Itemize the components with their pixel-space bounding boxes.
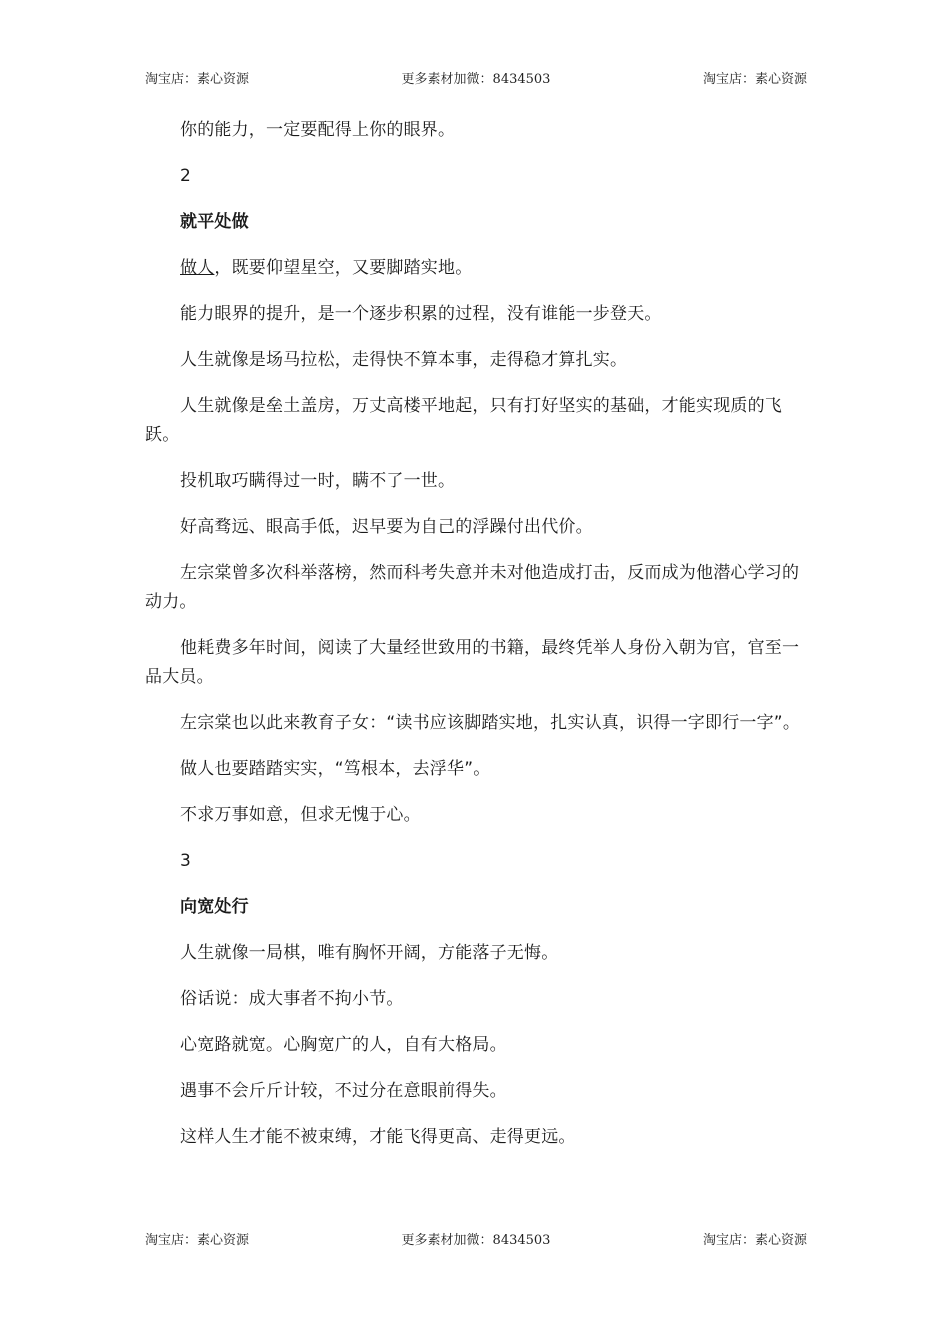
paragraph: 他耗费多年时间，阅读了大量经世致用的书籍，最终凭举人身份入朝为官，官至一品大员。 bbox=[145, 638, 800, 687]
paragraph: 人生就像一局棋，唯有胸怀开阔，方能落子无悔。 bbox=[180, 943, 559, 963]
paragraph: 俗话说：成大事者不拘小节。 bbox=[180, 989, 404, 1009]
section-heading: 向宽处行 bbox=[180, 897, 249, 917]
paragraph: 你的能力，一定要配得上你的眼界。 bbox=[180, 120, 456, 140]
underlined-word: 做人 bbox=[180, 258, 215, 278]
footer-right-text: 淘宝店：素心资源 bbox=[702, 1233, 807, 1248]
section-heading: 就平处做 bbox=[180, 212, 249, 232]
section-number: 2 bbox=[180, 166, 192, 186]
paragraph-rest: ，既要仰望星空，又要脚踏实地。 bbox=[214, 258, 473, 278]
header-center-text: 更多素材加微：8434503 bbox=[401, 72, 551, 87]
paragraph: 好高骛远、眼高手低，迟早要为自己的浮躁付出代价。 bbox=[180, 517, 593, 537]
paragraph: 左宗棠也以此来教育子女：“读书应该脚踏实地，扎实认真，识得一字即行一字”。 bbox=[180, 713, 801, 733]
paragraph: 不求万事如意，但求无愧于心。 bbox=[180, 805, 421, 825]
footer-left-text: 淘宝店：素心资源 bbox=[145, 1233, 250, 1248]
paragraph: 这样人生才能不被束缚，才能飞得更高、走得更远。 bbox=[180, 1127, 576, 1147]
section-number: 3 bbox=[180, 851, 192, 871]
paragraph: 做人也要踏踏实实，“笃根本，去浮华”。 bbox=[180, 759, 491, 779]
paragraph: 人生就像是垒土盖房，万丈高楼平地起，只有打好坚实的基础，才能实现质的飞跃。 bbox=[145, 396, 782, 445]
paragraph: 能力眼界的提升，是一个逐步积累的过程，没有谁能一步登天。 bbox=[180, 304, 662, 324]
header-left-text: 淘宝店：素心资源 bbox=[145, 72, 250, 87]
page-footer bbox=[145, 1229, 807, 1249]
paragraph: 遇事不会斤斤计较，不过分在意眼前得失。 bbox=[180, 1081, 507, 1101]
paragraph: 投机取巧瞒得过一时，瞒不了一世。 bbox=[180, 471, 456, 491]
article-body bbox=[145, 116, 807, 1169]
page-header bbox=[145, 68, 807, 88]
paragraph: 左宗棠曾多次科举落榜，然而科考失意并未对他造成打击，反而成为他潜心学习的动力。 bbox=[145, 563, 800, 612]
paragraph bbox=[145, 254, 807, 283]
header-right-text: 淘宝店：素心资源 bbox=[702, 72, 807, 87]
footer-center-text: 更多素材加微：8434503 bbox=[401, 1233, 551, 1248]
paragraph: 人生就像是场马拉松，走得快不算本事，走得稳才算扎实。 bbox=[180, 350, 628, 370]
paragraph: 心宽路就宽。心胸宽广的人，自有大格局。 bbox=[180, 1035, 507, 1055]
